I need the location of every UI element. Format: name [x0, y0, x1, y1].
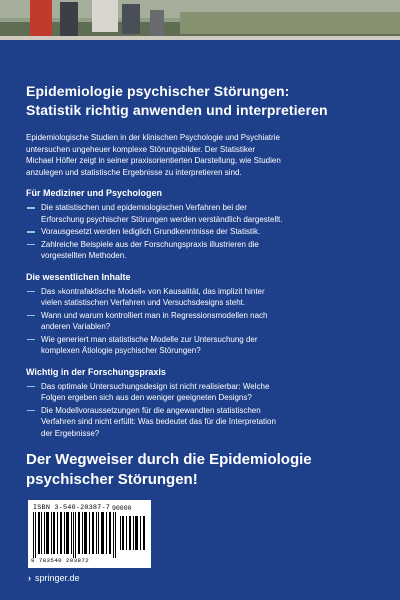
intro-line: Michael Höfler zeigt in seiner praxisorientierten Darstellung, wie Studien: [26, 156, 281, 165]
intro-line: untersuchen ungeheuer komplexe Störungsbilder. Der Statistiker: [26, 144, 256, 154]
dash-bullet-icon: [27, 386, 35, 388]
slogan: [26, 450, 381, 490]
bullet-line: Zahlreiche Beispiele aus der Forschungspraxis illustrieren die: [41, 239, 259, 249]
bullet-list: [26, 286, 381, 357]
section-heading: Die wesentlichen Inhalte: [26, 271, 131, 282]
dash-bullet-icon: [27, 231, 35, 233]
barcode-icon: [32, 512, 148, 558]
bullet-line: Die statistischen und epidemiologischen Verfahren bei der: [41, 203, 247, 212]
list-item: [26, 239, 381, 262]
bullet-line: Wie generiert man statistische Modelle zur Untersuchung der: [41, 334, 258, 344]
list-item: [26, 405, 381, 440]
back-cover-text: [26, 54, 381, 490]
barcode-number: 9 783540 203872: [31, 557, 90, 564]
bullet-line: Das optimale Untersuchungsdesign ist nicht realisierbar: Welche: [41, 381, 270, 391]
cover-photo-strip: [0, 0, 400, 40]
bullet-line: Folgen ergeben sich aus den weniger geeigneten Designs?: [41, 393, 252, 402]
isbn-label: ISBN 3-540-20387-7: [33, 504, 111, 512]
bullet-line: vielen statistischen Verfahren und Versuchsdesigns steht.: [41, 298, 246, 307]
dash-bullet-icon: [27, 339, 35, 341]
dash-bullet-icon: [27, 244, 35, 246]
dash-bullet-icon: [27, 315, 35, 317]
slogan-line: Der Wegweiser durch die Epidemiologie: [26, 451, 312, 468]
dash-bullet-icon: [27, 291, 35, 293]
list-item: [26, 381, 381, 404]
bullet-line: Erforschung psychischer Störungen werden verständlich dargestellt.: [41, 214, 283, 224]
bullet-line: vorgestellten Methoden.: [41, 251, 127, 260]
section-practice: [26, 366, 381, 440]
section-audience: [26, 187, 381, 262]
bullet-line: Vorausgesetzt werden lediglich Grundkenntnisse der Statistik.: [41, 227, 261, 236]
list-item: [26, 286, 381, 309]
website-text: springer.de: [35, 573, 80, 583]
price-code: 90000: [112, 505, 132, 512]
book-title: [26, 82, 381, 120]
publisher-link[interactable]: [28, 573, 80, 583]
bullet-line: Wann und warum kontrolliert man in Regressionsmodellen nach: [41, 310, 268, 320]
bullet-line: Verfahren sind nicht erfüllt: Was bedeutet das für die Interpretation: [41, 417, 276, 426]
list-item: [26, 202, 381, 225]
bullet-line: der Ergebnisse?: [41, 428, 100, 438]
title-line-2: Statistik richtig anwenden und interpretieren: [26, 102, 328, 118]
dash-bullet-icon: [27, 207, 35, 209]
bullet-line: komplexen Ätiologie psychischer Störungen?: [41, 346, 201, 355]
section-heading: Für Mediziner und Psychologen: [26, 188, 163, 198]
dash-bullet-icon: [27, 410, 35, 412]
section-heading: Wichtig in der Forschungspraxis: [26, 366, 166, 377]
intro-line: Epidemiologische Studien in der klinischen Psychologie und Psychiatrie: [26, 133, 280, 142]
chevron-right-icon: ›: [28, 573, 31, 583]
bullet-line: Das »kontrafaktische Modell« von Kausalität, das implizit hinter: [41, 286, 265, 296]
bullet-line: anderen Variablen?: [41, 322, 111, 331]
slogan-line: psychischer Störungen!: [26, 471, 198, 488]
intro-paragraph: [26, 132, 381, 178]
list-item: [26, 334, 381, 357]
isbn-barcode: [28, 500, 151, 568]
list-item: [26, 226, 381, 238]
section-contents: [26, 271, 381, 357]
bullet-list: [26, 381, 381, 440]
title-line-1: Epidemiologie psychischer Störungen:: [26, 83, 290, 99]
list-item: [26, 310, 381, 333]
bullet-line: Die Modellvoraussetzungen für die angewandten statistischen: [41, 405, 261, 415]
intro-line: anzulegen und statistische Ergebnisse zu interpretieren sind.: [26, 167, 242, 177]
bullet-list: [26, 202, 381, 262]
photo-divider: [0, 40, 400, 48]
